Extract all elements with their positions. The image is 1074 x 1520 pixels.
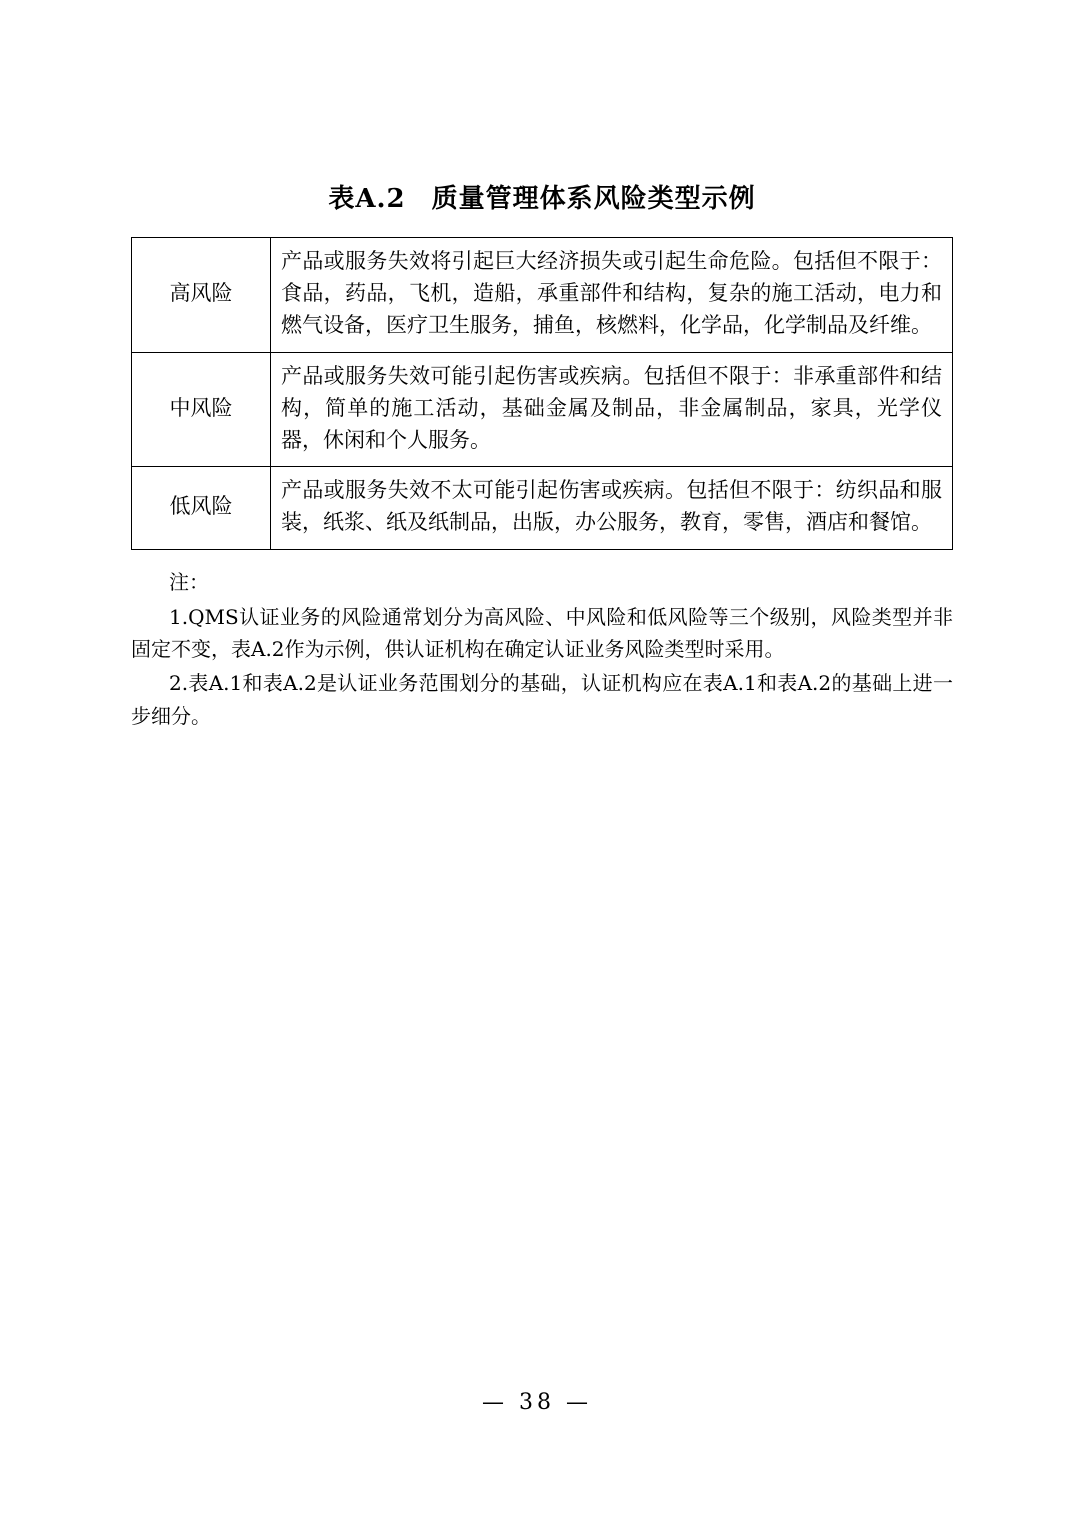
risk-level-cell: 高风险 <box>132 238 271 353</box>
risk-description-cell: 产品或服务失效不太可能引起伤害或疾病。包括但不限于：纺织品和服装，纸浆、纸及纸制品，出版，办公服务，教育，零售，酒店和餐馆。 <box>271 467 953 550</box>
table-notes <box>131 566 953 732</box>
table-title-prefix: 表A.2 <box>328 184 406 214</box>
page-number: — 38 — <box>482 1390 592 1415</box>
table-title <box>131 178 953 215</box>
risk-type-table <box>131 237 953 550</box>
risk-description-cell: 产品或服务失效将引起巨大经济损失或引起生命危险。包括但不限于：食品，药品，飞机，造船，承重部件和结构，复杂的施工活动，电力和燃气设备，医疗卫生服务，捕鱼，核燃料，化学品，化学制品及纤维。 <box>271 238 953 353</box>
risk-description-cell: 产品或服务失效可能引起伤害或疾病。包括但不限于：非承重部件和结构，简单的施工活动，基础金属及制品，非金属制品，家具，光学仪器，休闲和个人服务。 <box>271 352 953 467</box>
table-row <box>132 352 953 467</box>
page-content <box>131 178 953 734</box>
table-title-main: 质量管理体系风险类型示例 <box>431 184 756 214</box>
risk-level-cell: 低风险 <box>132 467 271 550</box>
notes-label: 注： <box>169 570 209 595</box>
table-row <box>132 238 953 353</box>
note-item: 1.QMS认证业务的风险通常划分为高风险、中风险和低风险等三个级别，风险类型并非固定不变，表A.2作为示例，供认证机构在确定认证业务风险类型时采用。 <box>131 604 953 662</box>
note-item: 2.表A.1和表A.2是认证业务范围划分的基础，认证机构应在表A.1和表A.2的基础上进一步细分。 <box>131 671 953 728</box>
risk-level-cell: 中风险 <box>132 352 271 467</box>
table-row <box>132 467 953 550</box>
